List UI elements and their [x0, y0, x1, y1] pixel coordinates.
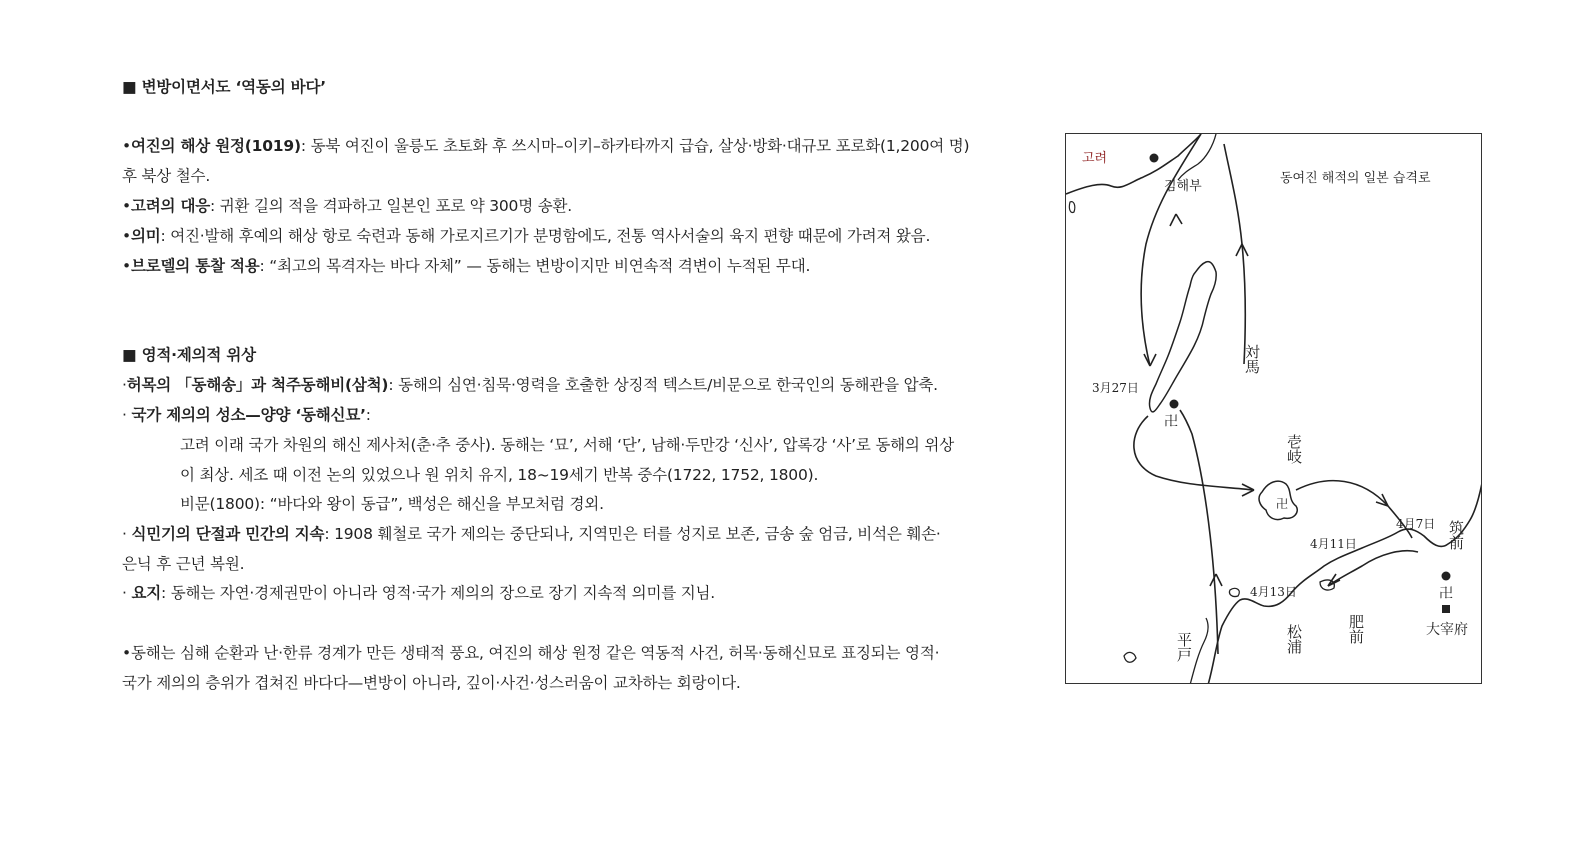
jurchen-raid-cont: 후 북상 철수.	[122, 167, 211, 185]
route-south	[1141, 134, 1201, 366]
heomok-title: 허목의 「동해송」과 척주동해비(삼척)	[126, 376, 389, 394]
shrine-detail-1: 고려 이래 국가 차원의 해신 제사처(춘·추 중사). 동해는 ‘묘’, 서해 ‘단’, 남해·두만강 ‘신사’, 압록강 ‘사’로 동해의 위상	[180, 436, 954, 454]
goryeo-response-title: 고려의 대응	[130, 197, 211, 215]
colonial-item: · 식민기의 단절과 민간의 지속: 1908 훼철로 국가 제의는 중단되나, 지역민은 터를 성지로 보존, 금송 숲 엄금, 비석은 훼손·	[122, 525, 941, 543]
braudel-item: •브로델의 통찰 적용: “최고의 목격자는 바다 자체” — 동해는 변방이지만 비연속적 격변이 누적된 무대.	[122, 257, 811, 275]
route-hizen-return	[1180, 410, 1218, 654]
manji-symbol-1: 卍	[1164, 414, 1178, 430]
dazaifu-label: 大宰府	[1426, 622, 1468, 638]
small-island-3	[1320, 580, 1334, 590]
hizen-label: 肥前	[1347, 614, 1365, 644]
tsushima-label: 対馬	[1243, 344, 1261, 374]
date-label-3: 4月11日	[1310, 537, 1357, 551]
tsushima-island	[1149, 262, 1216, 412]
date-label-1: 3月27日	[1092, 381, 1139, 395]
kyushu-coastline	[1208, 478, 1482, 684]
goryeo-label: 고려	[1082, 151, 1108, 166]
meaning-item: •의미: 여진·발해 후예의 해상 항로 숙련과 동해 가로지르기가 분명함에도, 전통 역사서술의 육지 편향 때문에 가려져 왔음.	[122, 227, 931, 245]
hirado-label: 平戸	[1175, 632, 1193, 662]
small-island-2	[1229, 588, 1239, 596]
tsushima-marker	[1170, 400, 1179, 409]
colonial-title: 식민기의 단절과 민간의 지속	[131, 525, 325, 543]
jurchen-raid-title: 여진의 해상 원정(1019)	[130, 137, 301, 155]
manji-symbol-2: 卍	[1276, 497, 1289, 511]
braudel-title: 브로델의 통찰 적용	[130, 257, 260, 275]
shrine-title: 국가 제의의 성소—양양 ‘동해신묘’	[131, 406, 366, 424]
shrine-detail-2: 이 최상. 세조 때 이전 논의 있었으나 원 위치 유지, 18~19세기 반복 중수(1722, 1752, 1800).	[180, 466, 819, 484]
goryeo-response-item: •고려의 대응: 귀환 길의 적을 격파하고 일본인 포로 약 300명 송환.	[122, 197, 572, 215]
route-return-north	[1224, 144, 1245, 364]
summary-item: · 요지: 동해는 자연·경제권만이 아니라 영적·국가 제의의 장으로 장기 지속적 의미를 지님.	[122, 584, 716, 602]
arrow-6	[1210, 574, 1222, 586]
arrow-7	[1170, 214, 1182, 226]
matsuura-label: 松浦	[1285, 624, 1303, 654]
conclusion-line-1: •동해는 심해 순환과 난·한류 경계가 만든 생태적 풍요, 여진의 해상 원정 같은 역동적 사건, 허목·동해신묘로 표징되는 영적·	[122, 644, 940, 662]
route-iki-to-chikuzen	[1296, 481, 1412, 538]
iki-label: 壱岐	[1285, 434, 1303, 464]
dazaifu-marker	[1442, 572, 1451, 581]
route-to-iki	[1134, 416, 1254, 490]
meaning-title: 의미	[130, 227, 161, 245]
manji-symbol-3: 卍	[1439, 586, 1453, 602]
map-svg	[1066, 134, 1482, 684]
shrine-detail-3: 비문(1800): “바다와 왕이 동급”, 백성은 해신을 부모처럼 경외.	[180, 495, 604, 513]
summary-title: 요지	[131, 584, 162, 602]
goryeo-marker	[1150, 154, 1159, 163]
gimhae-label: 김해부	[1164, 179, 1202, 194]
west-islet	[1069, 202, 1074, 213]
section1-heading: ■ 변방이면서도 ‘역동의 바다’	[122, 78, 326, 96]
date-label-4: 4月13日	[1250, 585, 1297, 599]
small-island-1	[1124, 652, 1136, 662]
section2-heading: ■ 영적·제의적 위상	[122, 346, 256, 364]
map-title: 동여진 해적의 일본 습격로	[1280, 171, 1431, 186]
colonial-cont: 은닉 후 근년 복원.	[122, 555, 245, 573]
chikuzen-label: 筑前	[1447, 520, 1465, 550]
jurchen-raid-item: •여진의 해상 원정(1019): 동북 여진이 울릉도 초토화 후 쓰시마–이키–하카타까지 급습, 살상·방화·대규모 포로화(1,200여 명)	[122, 137, 970, 155]
dazaifu-square	[1442, 605, 1450, 613]
heomok-item: ·허목의 「동해송」과 척주동해비(삼척): 동해의 심연·침묵·영력을 호출한 상징적 텍스트/비문으로 한국인의 동해관을 압축.	[122, 376, 938, 394]
shrine-item: · 국가 제의의 성소—양양 ‘동해신묘’:	[122, 406, 371, 424]
date-label-2: 4月7日	[1396, 517, 1436, 531]
conclusion-line-2: 국가 제의의 층위가 겹쳐진 바다다—변방이 아니라, 깊이·사건·성스러움이 교차하는 회랑이다.	[122, 674, 741, 692]
raid-route-map	[1065, 133, 1482, 684]
